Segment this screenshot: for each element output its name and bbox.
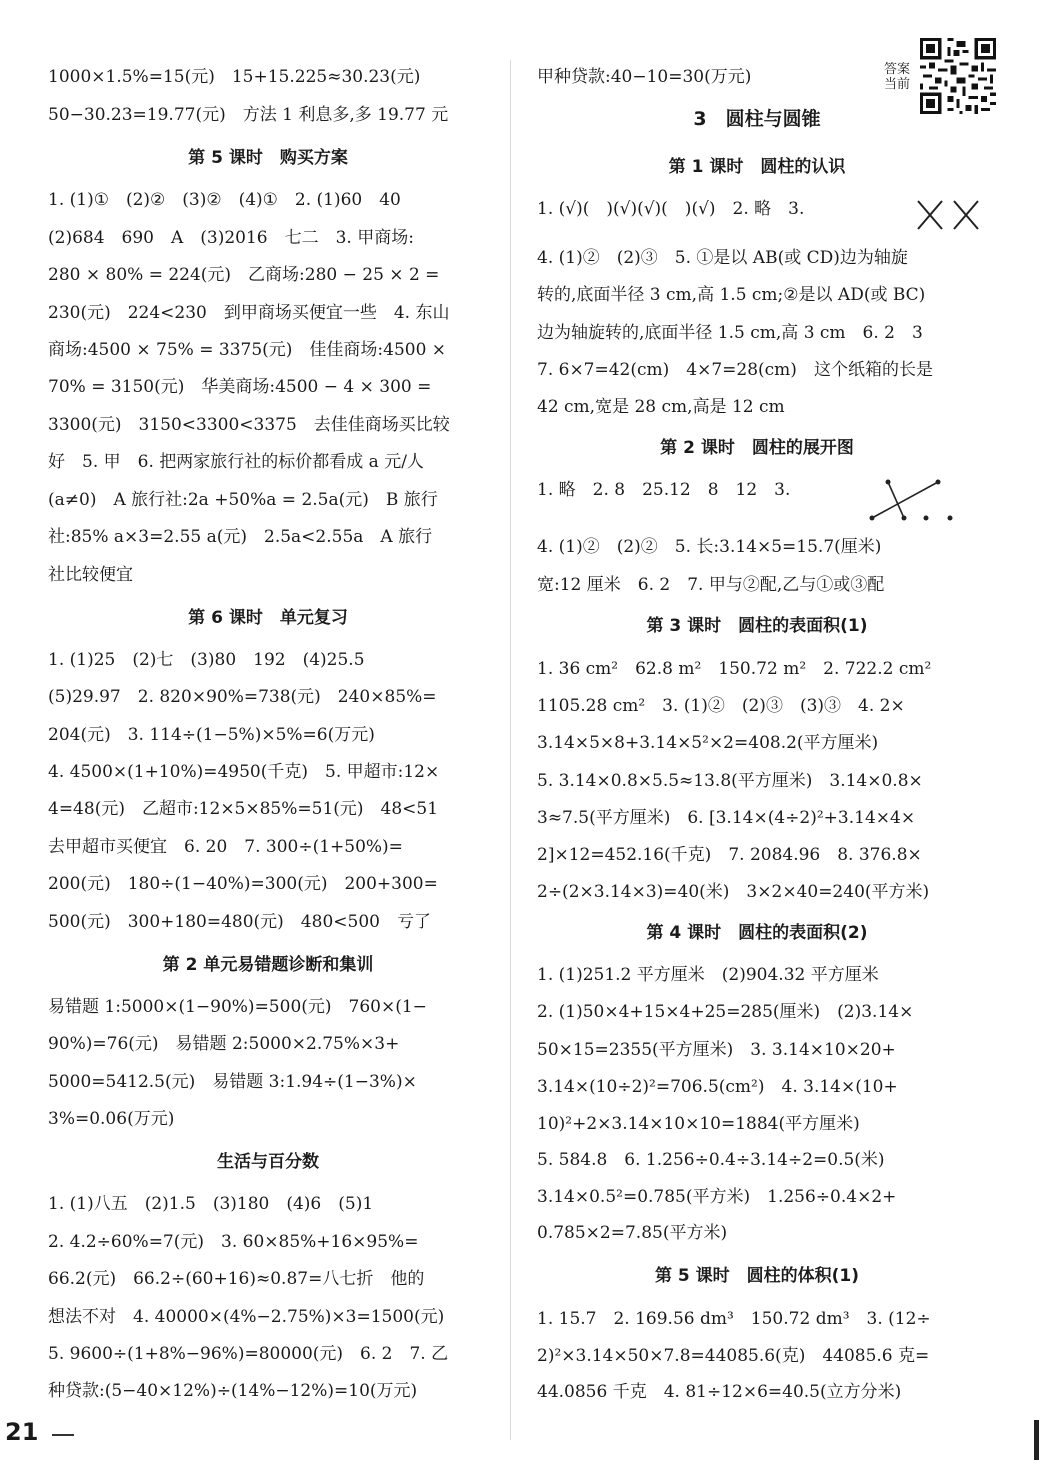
text-line: (5)29.97 2. 820×90%=738(元) 240×85%= xyxy=(48,687,437,707)
text-line: 1000×1.5%=15(元) 15+15.225≈30.23(元) xyxy=(48,67,421,87)
text-line: 70% = 3150(元) 华美商场:4500 − 4 × 300 = xyxy=(48,377,432,397)
text-line: 甲种贷款:40−10=30(万元) xyxy=(537,67,752,87)
text-line: 社:85% a×3=2.55 a(元) 2.5a<2.55a A 旅行 xyxy=(48,527,433,547)
text-line: 1. 略 2. 8 25.12 8 12 3. xyxy=(537,480,791,500)
section-heading: 第 4 课时 圆柱的表面积(2) xyxy=(646,923,868,943)
text-line: 3%=0.06(万元) xyxy=(48,1109,175,1129)
text-line: 1. 36 cm² 62.8 m² 150.72 m² 2. 722.2 cm² xyxy=(537,659,932,679)
text-line: 易错题 1:5000×(1−90%)=500(元) 760×(1− xyxy=(48,997,427,1017)
text-line: 5000=5412.5(元) 易错题 3:1.94÷(1−3%)× xyxy=(48,1072,417,1092)
text-line: 5. 3.14×0.8×5.5≈13.8(平方厘米) 3.14×0.8× xyxy=(537,771,923,791)
text-line: 5. 584.8 6. 1.256÷0.4÷3.14÷2=0.5(米) xyxy=(537,1150,885,1170)
text-line: 280 × 80% = 224(元) 乙商场:280 − 25 × 2 = xyxy=(48,265,440,285)
text-line: 3.14×0.5²=0.785(平方米) 1.256÷0.4×2+ xyxy=(537,1187,897,1207)
unit-heading: 3 圆柱与圆锥 xyxy=(693,108,821,130)
text-line: 商场:4500 × 75% = 3375(元) 佳佳商场:4500 × xyxy=(48,340,447,360)
dot-matching-figure xyxy=(866,476,958,524)
text-line: 204(元) 3. 114÷(1−5%)×5%=6(万元) xyxy=(48,725,375,745)
text-line: 想法不对 4. 40000×(4%−2.75%)×3=1500(元) xyxy=(48,1307,445,1327)
section-heading: 生活与百分数 xyxy=(217,1152,319,1172)
text-line: 44.0856 千克 4. 81÷12×6=40.5(立方分米) xyxy=(537,1382,902,1402)
text-line: 好 5. 甲 6. 把两家旅行社的标价都看成 a 元/人 xyxy=(48,452,424,472)
section-heading: 第 3 课时 圆柱的表面积(1) xyxy=(646,616,868,636)
text-line: 1. (√)( )(√)(√)( )(√) 2. 略 3. xyxy=(537,199,805,219)
text-line: 4. (1)② (2)③ 5. ①是以 AB(或 CD)边为轴旋 xyxy=(537,248,908,268)
text-line: 1. (1)八五 (2)1.5 (3)180 (4)6 (5)1 xyxy=(48,1194,374,1214)
text-line: 66.2(元) 66.2÷(60+16)≈0.87=八七折 他的 xyxy=(48,1269,425,1289)
text-line: 2÷(2×3.14×3)=40(米) 3×2×40=240(平方米) xyxy=(537,882,930,902)
text-line: 2)²×3.14×50×7.8=44085.6(克) 44085.6 克= xyxy=(537,1346,930,1366)
text-line: 2. 4.2÷60%=7(元) 3. 60×85%+16×95%= xyxy=(48,1232,419,1252)
text-line: 1105.28 cm² 3. (1)② (2)③ (3)③ 4. 2× xyxy=(537,696,905,716)
text-line: 4. 4500×(1+10%)=4950(千克) 5. 甲超市:12× xyxy=(48,762,440,782)
text-line: 500(元) 300+180=480(元) 480<500 亏了 xyxy=(48,912,431,932)
section-heading: 第 2 单元易错题诊断和集训 xyxy=(162,955,374,975)
text-line: 2. (1)50×4+15×4+25=285(厘米) (2)3.14× xyxy=(537,1002,914,1022)
section-heading: 第 6 课时 单元复习 xyxy=(188,608,348,628)
text-line: 90%)=76(元) 易错题 2:5000×2.75%×3+ xyxy=(48,1034,400,1054)
text-line: 0.785×2=7.85(平方米) xyxy=(537,1223,728,1243)
text-line: 10)²+2×3.14×10×10=1884(平方厘米) xyxy=(537,1114,860,1134)
text-line: 50−30.23=19.77(元) 方法 1 利息多,多 19.77 元 xyxy=(48,105,449,125)
column-divider xyxy=(510,60,511,1440)
text-line: 边为轴旋转的,底面半径 1.5 cm,高 3 cm 6. 2 3 xyxy=(537,323,923,343)
page-number-rule xyxy=(52,1434,74,1436)
text-line: 50×15=2355(平方厘米) 3. 3.14×10×20+ xyxy=(537,1040,896,1060)
text-line: 1. (1)251.2 平方厘米 (2)904.32 平方厘米 xyxy=(537,965,879,985)
section-heading: 第 5 课时 购买方案 xyxy=(188,148,348,168)
text-line: 2]×12=452.16(千克) 7. 2084.96 8. 376.8× xyxy=(537,845,922,865)
text-line: 种贷款:(5−40×12%)÷(14%−12%)=10(万元) xyxy=(48,1381,418,1401)
text-line: 3.14×(10÷2)²=706.5(cm²) 4. 3.14×(10+ xyxy=(537,1077,898,1097)
text-line: 去甲超市买便宜 6. 20 7. 300÷(1+50%)= xyxy=(48,837,403,857)
section-heading: 第 1 课时 圆柱的认识 xyxy=(668,157,846,177)
text-line: (a≠0) A 旅行社:2a +50%a = 2.5a(元) B 旅行 xyxy=(48,490,438,510)
text-line: 230(元) 224<230 到甲商场买便宜一些 4. 东山 xyxy=(48,303,450,323)
text-line: 7. 6×7=42(cm) 4×7=28(cm) 这个纸箱的长是 xyxy=(537,360,933,380)
section-heading: 第 2 课时 圆柱的展开图 xyxy=(660,438,854,458)
section-heading: 第 5 课时 圆柱的体积(1) xyxy=(654,1266,860,1286)
page-number: 21 xyxy=(5,1418,39,1446)
text-line: 4. (1)② (2)② 5. 长:3.14×5=15.7(厘米) xyxy=(537,537,882,557)
qr-code-icon[interactable] xyxy=(920,38,996,114)
text-line: 42 cm,宽是 28 cm,高是 12 cm xyxy=(537,397,785,417)
text-line: (2)684 690 A (3)2016 七二 3. 甲商场: xyxy=(48,228,414,248)
text-line: 200(元) 180÷(1−40%)=300(元) 200+300= xyxy=(48,874,438,894)
text-line: 1. 15.7 2. 169.56 dm³ 150.72 dm³ 3. (12÷ xyxy=(537,1309,931,1329)
text-line: 3.14×5×8+3.14×5²×2=408.2(平方厘米) xyxy=(537,733,879,753)
text-line: 3≈7.5(平方厘米) 6. [3.14×(4÷2)²+3.14×4× xyxy=(537,808,916,828)
text-line: 转的,底面半径 3 cm,高 1.5 cm;②是以 AD(或 BC) xyxy=(537,285,926,305)
text-line: 3300(元) 3150<3300<3375 去佳佳商场买比较 xyxy=(48,415,450,435)
page-edge-mark xyxy=(1034,1420,1039,1460)
text-line: 1. (1)① (2)② (3)② (4)① 2. (1)60 40 xyxy=(48,190,401,210)
text-line: 5. 9600÷(1+8%−96%)=80000(元) 6. 2 7. 乙 xyxy=(48,1344,449,1364)
text-line: 4=48(元) 乙超市:12×5×85%=51(元) 48<51 xyxy=(48,799,439,819)
text-line: 1. (1)25 (2)七 (3)80 192 (4)25.5 xyxy=(48,650,365,670)
crossing-lines-figure xyxy=(916,199,980,231)
qr-label: 答案当前 xyxy=(884,62,911,92)
text-line: 宽:12 厘米 6. 2 7. 甲与②配,乙与①或③配 xyxy=(537,575,885,595)
text-line: 社比较便宜 xyxy=(48,565,133,585)
